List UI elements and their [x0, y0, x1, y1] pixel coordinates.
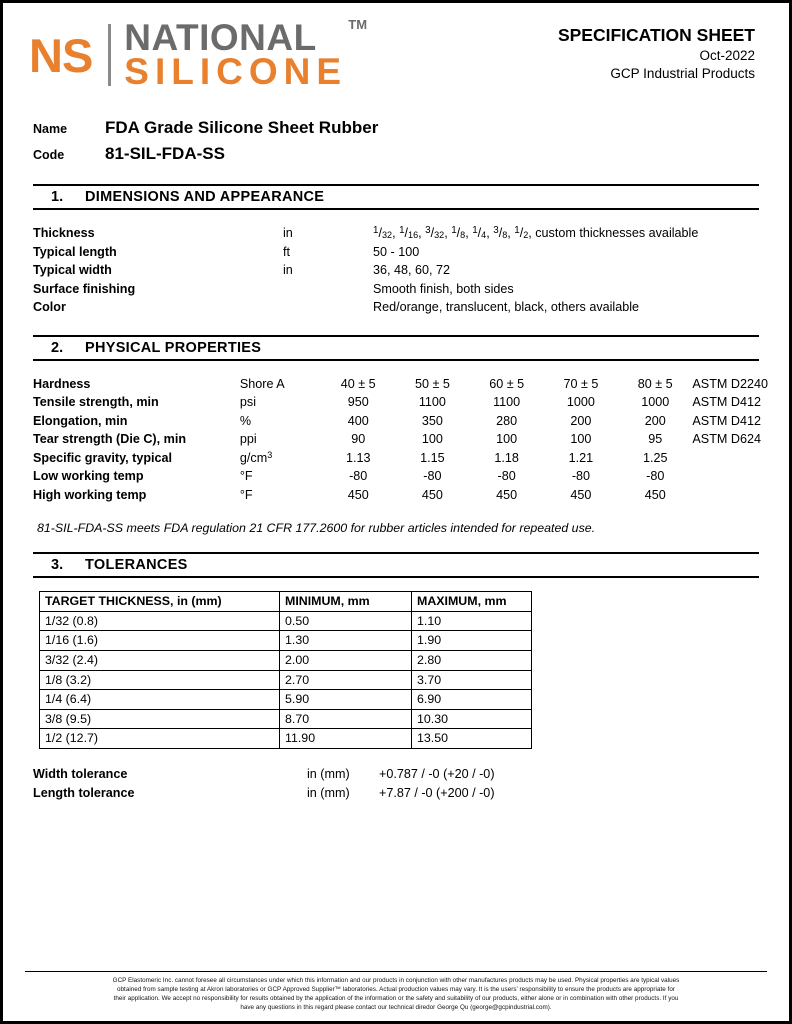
property-value: 450	[421, 487, 443, 502]
product-name-value: FDA Grade Silicone Sheet Rubber	[105, 118, 379, 137]
width-tolerance-row	[33, 765, 767, 784]
logo-divider	[108, 24, 111, 86]
cell-maximum: 3.70	[412, 670, 532, 690]
cell-target-thickness: 1/8 (3.2)	[40, 670, 280, 690]
table-row	[33, 430, 768, 449]
property-value: 1100	[493, 395, 521, 410]
page-footer	[25, 971, 767, 1013]
fraction-3-32: $^3/_{32}$	[425, 225, 445, 241]
length-tolerance-unit: in (mm)	[307, 785, 350, 800]
property-unit: Shore A	[239, 376, 285, 391]
property-value: 100	[421, 432, 443, 447]
property-standard	[692, 486, 768, 505]
fraction-1-32: $^1/_{32}$	[373, 225, 393, 241]
width-tolerance-unit: in (mm)	[307, 767, 350, 781]
property-value: -80	[646, 469, 665, 484]
property-value: 450	[644, 487, 666, 502]
property-value: -80	[349, 469, 368, 484]
document-date: Oct-2022	[699, 47, 755, 63]
cell-minimum: 11.90	[280, 729, 412, 749]
cell-maximum: 13.50	[412, 729, 532, 749]
property-value: 200	[644, 413, 666, 428]
property-value: 100	[496, 432, 518, 447]
cell-minimum: 1.30	[280, 631, 412, 651]
property-unit: %	[239, 413, 252, 428]
cell-minimum: 0.50	[280, 611, 412, 631]
property-unit: ppi	[239, 432, 257, 447]
dimension-unit: in	[283, 226, 293, 240]
trademark-icon: TM	[348, 17, 368, 32]
size-tolerances	[25, 765, 767, 802]
section-header-tolerances	[33, 552, 759, 578]
dimensions-table	[25, 224, 767, 317]
product-name-label: Name	[33, 122, 68, 136]
property-value: 1000	[566, 395, 595, 410]
length-tolerance-label: Length tolerance	[33, 785, 135, 800]
dimension-value-tail: , custom thicknesses available	[528, 226, 699, 241]
property-value: -80	[571, 469, 591, 484]
property-value: 1.21	[568, 450, 594, 465]
dimension-label: Surface finishing	[33, 281, 136, 296]
property-value: 450	[570, 487, 592, 502]
property-value: 280	[496, 413, 518, 428]
property-label: Specific gravity, typical	[33, 450, 173, 465]
length-tolerance-value: +7.87 / -0 (+200 / -0)	[379, 785, 495, 800]
property-standard: ASTM D412	[692, 395, 761, 410]
property-value: 60 ± 5	[489, 376, 525, 391]
property-unit-base: g/cm	[239, 450, 268, 465]
table-row	[40, 631, 532, 651]
section-2-title: PHYSICAL PROPERTIES	[85, 339, 262, 356]
cell-target-thickness: 1/4 (6.4)	[40, 690, 280, 710]
logo-word-national: NATIONAL	[124, 17, 317, 58]
property-value: 200	[570, 413, 592, 428]
property-value: 40 ± 5	[340, 376, 376, 391]
cell-target-thickness: 1/32 (0.8)	[40, 611, 280, 631]
property-value: 1.18	[494, 450, 519, 465]
length-tolerance-row	[33, 784, 767, 803]
property-value: 400	[347, 413, 369, 428]
section-header-physical	[33, 335, 759, 361]
property-unit: psi	[239, 395, 256, 410]
section-3-number: 3.	[51, 557, 64, 574]
footer-line-2: obtained from sample testing at Akron laboratories or GCP Approved Supplier™ laboratories. Actual production values may vary. It is the users’ responsibility to ensure the products are appropriate for	[117, 986, 675, 994]
property-label: Low working temp	[33, 469, 144, 484]
company-logo	[25, 15, 368, 93]
dimensions-row	[33, 298, 767, 317]
product-name-row	[33, 115, 767, 141]
dimension-label: Typical length	[33, 244, 117, 259]
property-value: -80	[423, 469, 442, 484]
physical-properties-table	[25, 375, 767, 505]
dimension-unit	[283, 298, 373, 317]
dimensions-row	[33, 243, 767, 262]
property-standard	[692, 467, 768, 486]
column-header-minimum: MINIMUM, mm	[280, 592, 412, 612]
dimensions-row	[33, 280, 767, 299]
dimension-unit: ft	[283, 244, 290, 259]
cell-minimum: 2.70	[280, 670, 412, 690]
property-value: 50 ± 5	[414, 376, 450, 391]
cell-target-thickness: 3/8 (9.5)	[40, 709, 280, 729]
dimension-unit: in	[283, 263, 293, 278]
cell-maximum: 2.80	[412, 650, 532, 670]
table-row	[40, 670, 532, 690]
property-value: 1100	[418, 395, 446, 410]
table-row	[33, 449, 768, 468]
property-label: Tear strength (Die C), min	[33, 432, 187, 447]
property-standard	[692, 449, 768, 468]
cell-target-thickness: 3/32 (2.4)	[40, 650, 280, 670]
cell-maximum: 1.10	[412, 611, 532, 631]
footer-line-4: have any questions in this regard please contact our technical diredor George Qu (george@gcpindustrial.com).	[240, 1004, 552, 1012]
table-row	[40, 650, 532, 670]
dimension-value: 50 - 100	[373, 244, 420, 259]
column-header-target-thickness: TARGET THICKNESS, in (mm)	[40, 592, 280, 612]
page-header	[25, 15, 767, 99]
dimension-label: Thickness	[33, 226, 95, 240]
cell-minimum: 8.70	[280, 709, 412, 729]
dimension-value: Smooth finish, both sides	[373, 281, 514, 296]
logo-wordmark	[124, 17, 368, 93]
fraction-1-16: $^1/_{16}$	[399, 225, 419, 241]
property-value: 1000	[641, 395, 670, 410]
page-inner	[3, 3, 789, 1021]
dimension-label: Color	[33, 300, 66, 315]
fraction-1-4: $^1/_4$	[472, 225, 487, 241]
dimensions-row	[33, 261, 767, 280]
width-tolerance-label: Width tolerance	[33, 767, 128, 781]
dimension-value: 36, 48, 60, 72	[373, 263, 451, 278]
table-row	[40, 729, 532, 749]
property-value: 1.15	[420, 450, 445, 465]
dimension-label: Typical width	[33, 263, 112, 278]
fraction-3-8: $^3/_8$	[493, 225, 508, 241]
fraction-1-2: $^1/_2$	[514, 225, 529, 241]
table-row	[33, 375, 768, 394]
property-standard: ASTM D2240	[692, 376, 768, 391]
logo-mark-ns: NS	[29, 28, 93, 82]
footer-line-3: their application. We accept no responsibility for results obtained by the application of the information or the safety and suitability of our products, either alone or in combination with other products. If you	[113, 995, 679, 1003]
property-value: 80 ± 5	[637, 376, 673, 391]
table-header-row	[40, 592, 532, 612]
property-value: -80	[497, 469, 516, 484]
table-row	[33, 412, 768, 431]
property-value: 950	[347, 395, 369, 410]
document-division: GCP Industrial Products	[610, 66, 755, 82]
property-label: Hardness	[33, 376, 91, 391]
table-row	[40, 709, 532, 729]
cell-minimum: 5.90	[280, 690, 412, 710]
product-code-label: Code	[33, 147, 65, 162]
cell-target-thickness: 1/16 (1.6)	[40, 631, 280, 651]
property-value: 95	[648, 432, 663, 447]
fda-compliance-note: 81-SIL-FDA-SS meets FDA regulation 21 CFR 177.2600 for rubber articles intended for repeated use.	[37, 521, 596, 536]
property-value: 1.25	[642, 450, 668, 465]
table-row	[33, 467, 768, 486]
fraction-1-8: $^1/_8$	[451, 225, 466, 241]
logo-word-silicone: SILICONE	[124, 51, 348, 93]
dimension-value: $^1/_{32}$, $^1/_{16}$, $^3/_{32}$, $^1/_8$, $^1/_4$, $^3/_8$, $^1/_2$, custom thicknesses available	[373, 224, 698, 243]
product-code-row	[33, 141, 767, 167]
property-unit	[240, 449, 321, 468]
section-2-number: 2.	[51, 339, 64, 356]
property-unit: °F	[239, 487, 253, 502]
property-unit-exponent: 3	[267, 449, 273, 460]
property-unit: °F	[239, 469, 253, 484]
tolerances-table	[39, 591, 532, 749]
header-meta	[558, 15, 767, 83]
property-label: Tensile strength, min	[33, 395, 159, 410]
product-code-value: 81-SIL-FDA-SS	[105, 143, 225, 163]
property-value: 450	[347, 487, 369, 502]
property-value: 350	[421, 413, 443, 428]
table-row	[33, 393, 768, 412]
table-row	[33, 486, 768, 505]
dimensions-row	[33, 224, 767, 243]
column-header-maximum: MAXIMUM, mm	[412, 592, 532, 612]
property-standard: ASTM D412	[692, 413, 761, 428]
property-standard: ASTM D624	[692, 432, 761, 447]
width-tolerance-value: +0.787 / -0 (+20 / -0)	[379, 767, 495, 781]
footer-line-1: GCP Elastomeric Inc. cannot foresee all circumstances under which this information and our products in conjunction with other manufactures products may be used. Physical properties are typical values	[112, 977, 680, 985]
section-1-number: 1.	[51, 189, 64, 205]
property-value: 1.13	[345, 450, 371, 465]
dimension-unit	[283, 280, 373, 299]
property-label: Elongation, min	[33, 413, 128, 428]
dimension-value: Red/orange, translucent, black, others available	[373, 300, 640, 315]
cell-target-thickness: 1/2 (12.7)	[40, 729, 280, 749]
cell-maximum: 1.90	[412, 631, 532, 651]
cell-minimum: 2.00	[280, 650, 412, 670]
property-label: High working temp	[33, 487, 147, 502]
product-identity	[25, 115, 767, 166]
document-title: SPECIFICATION SHEET	[557, 25, 755, 45]
section-3-title: TOLERANCES	[85, 557, 188, 574]
section-header-dimensions	[33, 184, 759, 210]
property-value: 70 ± 5	[563, 376, 599, 391]
table-row	[40, 611, 532, 631]
tolerances-table-wrap	[25, 591, 767, 749]
section-1-title: DIMENSIONS AND APPEARANCE	[85, 189, 325, 205]
property-value: 100	[570, 432, 592, 447]
property-value: 90	[351, 432, 366, 447]
cell-maximum: 10.30	[412, 709, 532, 729]
property-value: 450	[496, 487, 518, 502]
table-row	[40, 690, 532, 710]
cell-maximum: 6.90	[412, 690, 532, 710]
